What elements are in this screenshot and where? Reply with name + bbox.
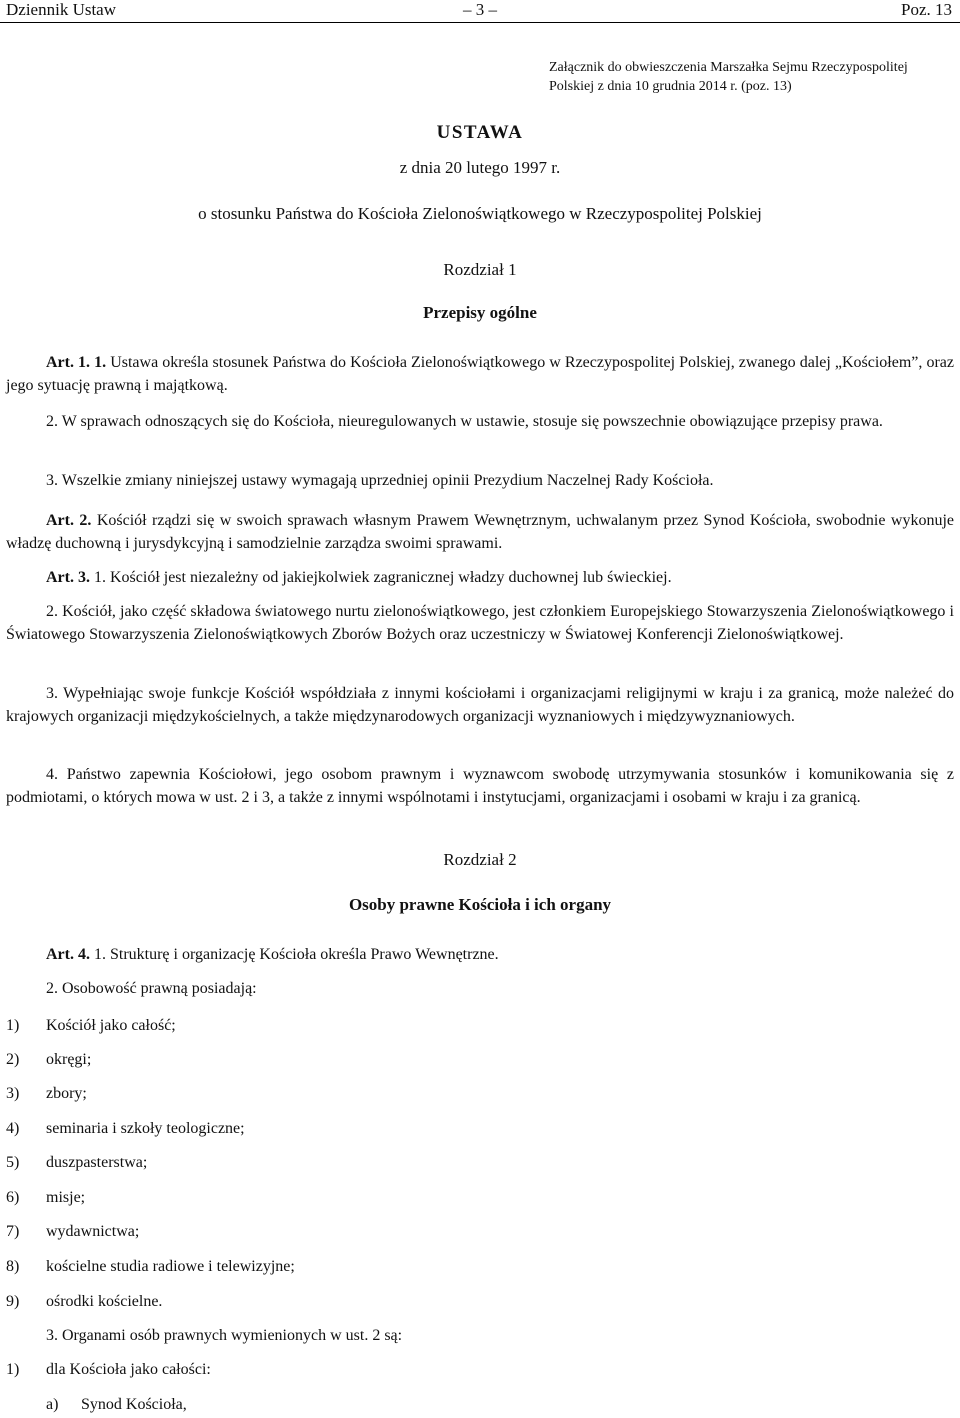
- annex-line-1: Załącznik do obwieszczenia Marszałka Sejmu Rzeczypospolitej: [549, 60, 908, 75]
- list-item: [6, 1048, 91, 1071]
- list-item-text: kościelne studia radiowe i telewizyjne;: [46, 1258, 295, 1275]
- header-divider: [0, 22, 960, 23]
- art-1-text-1: Ustawa określa stosunek Państwa do Kościoła Zielonoświątkowego w Rzeczypospolitej Polskiej, zwanego dalej „Kościołem”, oraz jego sytuację prawną i majątkową.: [6, 354, 955, 394]
- art-3-text-1: 1. Kościół jest niezależny od jakiejkolwiek zagranicznej władzy duchownej lub świeckiej.: [93, 569, 672, 586]
- list-item: [6, 1014, 176, 1037]
- art-3-para-2: 2. Kościół, jako część składowa światowego nurtu zielonoświątkowego, jest członkiem Europejskiego Stowarzyszenia Zielonoświątkowego i Światowego Stowarzyszenia Zielonoświątkowych Zborów Bożych oraz uczestniczy w Światowej Konferencji Zielonoświątkowej.: [6, 603, 954, 643]
- list-item-number: 1): [6, 1017, 20, 1034]
- position-number: Poz. 13: [901, 0, 952, 19]
- subitem-letter: a): [46, 1396, 59, 1413]
- act-type: USTAWA: [436, 122, 524, 143]
- art-3-para-4: 4. Państwo zapewnia Kościołowi, jego osobom prawnym i wyznawcom swobodę utrzymywania stosunków i komunikowania się z podmiotami, o których mowa w ust. 2 i 3, a także z innymi wspólnotami i instytucjami, organizacjami i osobami w kraju i za granicą.: [6, 766, 954, 806]
- chapter-2-title: Osoby prawne Kościoła i ich organy: [348, 895, 612, 914]
- list-item-number: 1): [6, 1361, 20, 1378]
- organs-subitem: [46, 1393, 187, 1416]
- list-item-text: okręgi;: [46, 1051, 92, 1068]
- list-item-number: 6): [6, 1189, 20, 1206]
- annex-note: [549, 58, 949, 96]
- organs-item: [6, 1358, 211, 1381]
- subitem-text: Synod Kościoła,: [81, 1396, 187, 1413]
- list-item-number: 3): [6, 1085, 20, 1102]
- list-item-text: seminaria i szkoły teologiczne;: [46, 1120, 245, 1137]
- art-1-heading: Art. 1. 1.: [46, 354, 107, 371]
- art-2-text: Kościół rządzi się w swoich sprawach własnym Prawem Wewnętrznym, uchwalanym przez Synod Kościoła, swobodnie wykonuje władzę duchowną i jurysdykcyjną i samodzielnie zarządza swoimi sprawami.: [6, 512, 954, 552]
- list-item: [6, 1220, 139, 1243]
- art-1-para-1: [6, 351, 954, 397]
- art-4-text-1: 1. Strukturę i organizację Kościoła określa Prawo Wewnętrzne.: [93, 946, 499, 963]
- list-item-text: dla Kościoła jako całości:: [46, 1361, 211, 1378]
- art-4-para-1: [6, 943, 954, 966]
- list-item: [6, 1151, 147, 1174]
- act-date: z dnia 20 lutego 1997 r.: [399, 158, 561, 177]
- list-item-number: 4): [6, 1120, 20, 1137]
- list-item-number: 9): [6, 1293, 20, 1310]
- list-item-number: 8): [6, 1258, 20, 1275]
- list-item-number: 2): [6, 1051, 20, 1068]
- annex-line-2: Polskiej z dnia 10 grudnia 2014 r. (poz. 13): [549, 79, 792, 94]
- list-item: [6, 1255, 295, 1278]
- art-2-para: [6, 509, 954, 555]
- art-4-para-2: 2. Osobowość prawną posiadają:: [46, 980, 257, 997]
- page-number: – 3 –: [463, 0, 497, 19]
- list-item-text: duszpasterstwa;: [46, 1154, 148, 1171]
- list-item-text: misje;: [46, 1189, 86, 1206]
- list-item-text: ośrodki kościelne.: [46, 1293, 163, 1310]
- list-item-text: wydawnictwa;: [46, 1223, 140, 1240]
- art-3-para-3: 3. Wypełniając swoje funkcje Kościół współdziała z innymi kościołami i organizacjami religijnymi w kraju i za granicą, może należeć do krajowych organizacji międzykościelnych, a także międzynarodowych organizacji wyznaniowych i międzywyznaniowych.: [6, 685, 954, 725]
- art-3-heading: Art. 3.: [46, 569, 90, 586]
- art-2-heading: Art. 2.: [46, 512, 92, 529]
- art-4-para-3: 3. Organami osób prawnych wymienionych w ust. 2 są:: [46, 1327, 403, 1344]
- chapter-1-label: Rozdział 1: [443, 260, 517, 279]
- list-item: [6, 1082, 87, 1105]
- chapter-1-title: Przepisy ogólne: [423, 303, 537, 322]
- art-4-heading: Art. 4.: [46, 946, 90, 963]
- list-item-text: zbory;: [46, 1085, 87, 1102]
- list-item: [6, 1117, 245, 1140]
- art-1-para-3: 3. Wszelkie zmiany niniejszej ustawy wymagają uprzedniej opinii Prezydium Naczelnej Rady Kościoła.: [46, 472, 714, 489]
- list-item-number: 5): [6, 1154, 20, 1171]
- act-title: o stosunku Państwa do Kościoła Zielonoświątkowego w Rzeczypospolitej Polskiej: [198, 204, 762, 223]
- list-item-text: Kościół jako całość;: [46, 1017, 176, 1034]
- list-item-number: 7): [6, 1223, 20, 1240]
- list-item: [6, 1290, 162, 1313]
- list-item: [6, 1186, 85, 1209]
- art-3-para-1: [6, 566, 954, 589]
- chapter-2-label: Rozdział 2: [443, 850, 517, 869]
- journal-title: Dziennik Ustaw: [6, 0, 117, 19]
- art-1-para-2: 2. W sprawach odnoszących się do Kościoła, nieuregulowanych w ustawie, stosuje się powszechnie obowiązujące przepisy prawa.: [46, 413, 883, 430]
